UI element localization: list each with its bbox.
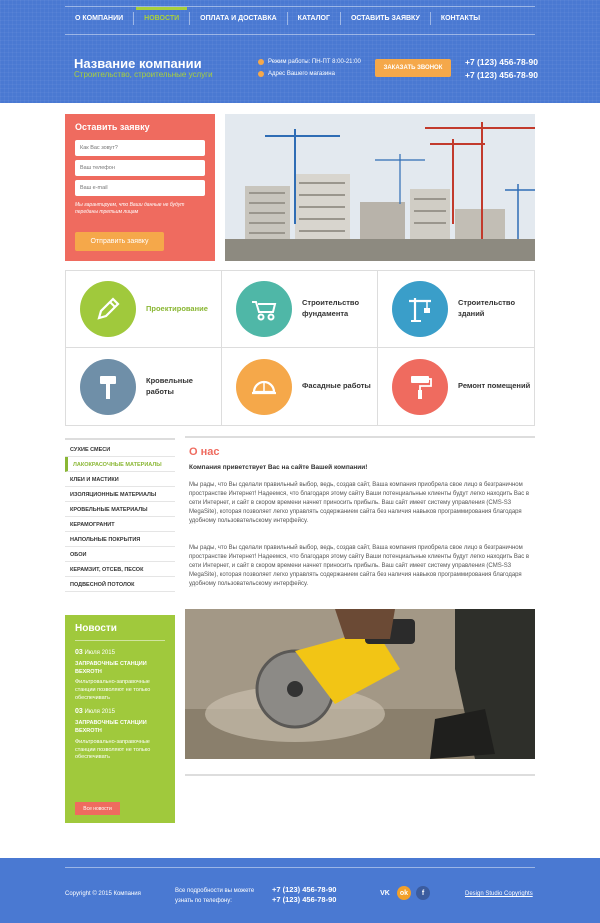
footer-note-line-1: Все подробности вы можете <box>175 888 255 894</box>
nav-request[interactable]: ОСТАВИТЬ ЗАЯВКУ <box>340 12 430 25</box>
odnoklassniki-icon[interactable]: ok <box>397 886 411 900</box>
service-roofing[interactable] <box>66 348 222 425</box>
news-date <box>75 649 165 656</box>
service-foundation-label: Строительство фундамента <box>302 298 360 318</box>
footer <box>0 858 600 923</box>
service-renovation-label: Ремонт помещений <box>458 381 531 391</box>
nav-about[interactable]: О КОМПАНИИ <box>75 15 124 22</box>
shop-address-text: Адрес Вашего магазина <box>268 71 335 77</box>
news-day: 03 <box>75 708 83 716</box>
roller-icon <box>392 359 448 415</box>
news-item-text: Фильтровально-заправочные станции позволяют не только обеспечивать <box>75 738 151 761</box>
nav-catalog[interactable]: КАТАЛОГ <box>287 12 340 25</box>
news-day: 03 <box>75 649 83 656</box>
shop-address <box>258 71 335 77</box>
service-buildings-label: Строительство зданий <box>458 298 516 318</box>
news-month: Июля 2015 <box>84 709 115 716</box>
wheelbarrow-icon <box>236 281 292 337</box>
header-phone-1[interactable]: +7 (123) 456-78-90 <box>465 57 539 67</box>
nav-payment[interactable]: ОПЛАТА И ДОСТАВКА <box>189 12 287 25</box>
nav-news[interactable]: НОВОСТИ <box>133 12 189 25</box>
service-renovation[interactable] <box>378 348 534 425</box>
service-buildings[interactable] <box>378 271 534 348</box>
category-top-divider <box>65 438 175 440</box>
nav-divider <box>65 34 535 35</box>
all-news-button[interactable]: Все новости <box>75 802 120 815</box>
category-item[interactable]: КЛЕИ И МАСТИКИ <box>65 472 175 487</box>
category-item[interactable]: КЕРАМЗИТ, ОТСЕВ, ПЕСОК <box>65 562 175 577</box>
service-design-label: Проектирование <box>146 303 208 313</box>
hammer-icon <box>80 359 136 415</box>
about-top-divider <box>185 436 535 438</box>
copyright: Copyright © 2015 Компания <box>65 891 141 897</box>
service-facade[interactable] <box>222 348 378 425</box>
name-input[interactable] <box>75 140 205 156</box>
location-pin-icon <box>258 71 264 77</box>
category-item[interactable]: КРОВЕЛЬНЫЕ МАТЕРИАЛЫ <box>65 502 175 517</box>
working-hours <box>258 59 361 65</box>
crane-icon <box>392 281 448 337</box>
category-item[interactable]: СУХИЕ СМЕСИ <box>65 442 175 457</box>
clock-icon <box>258 59 264 65</box>
category-item[interactable]: НАПОЛЬНЫЕ ПОКРЫТИЯ <box>65 532 175 547</box>
footer-phone-1[interactable]: +7 (123) 456-78-90 <box>272 885 337 894</box>
footer-note-line-2: узнать по телефону: <box>175 898 232 905</box>
worker-saw-image <box>185 609 535 759</box>
about-lead: Компания приветствует Вас на сайте Вашей компании! <box>189 464 368 471</box>
category-item[interactable]: КЕРАМОГРАНИТ <box>65 517 175 532</box>
hero-construction-image <box>225 114 535 261</box>
news-date <box>75 708 165 715</box>
nav-contacts[interactable]: КОНТАКТЫ <box>430 12 490 25</box>
news-item-title[interactable]: ЗАПРАВОЧНЫЕ СТАНЦИИ BEXROTH <box>75 720 147 735</box>
request-form <box>65 114 215 261</box>
main-nav <box>65 12 535 25</box>
company-name[interactable]: Название компании <box>74 56 202 71</box>
about-bottom-divider <box>185 774 535 776</box>
about-paragraph-1: Мы рады, что Вы сделали правильный выбор, ведь, создав сайт, Ваша компания приобрела свое лицо в безграничном пространстве Интернет! Надеемся, что благодаря этому сайту Ваши потенциальные клиенты будут легко находить Вас в сети Интернет, и сайт в скором времени начнет приносить прибыль. Ваш сайт имеет систему управления (CMS-S3 MegaSite), которая позволяет легко управлять содержанием сайта без наличия навыков программирования благодаря удобному пользовательскому интерфейсу. <box>189 482 530 524</box>
service-facade-label: Фасадные работы <box>302 381 371 391</box>
news-block <box>65 615 175 823</box>
order-call-button[interactable]: ЗАКАЗАТЬ ЗВОНОК <box>375 59 451 77</box>
news-item-text: Фильтровально-заправочные станции позволяют не только обеспечивать <box>75 679 151 701</box>
category-list <box>65 438 175 592</box>
service-foundation[interactable] <box>222 271 378 348</box>
facebook-icon[interactable]: f <box>416 886 430 900</box>
pencil-icon <box>80 281 136 337</box>
design-studio-link[interactable]: Design Studio Copyrights <box>465 891 533 897</box>
phone-input[interactable] <box>75 160 205 176</box>
category-item[interactable]: ПОДВЕСНОЙ ПОТОЛОК <box>65 577 175 592</box>
helmet-icon <box>236 359 292 415</box>
submit-request-button[interactable]: Отправить заявку <box>75 232 164 251</box>
header <box>0 0 600 103</box>
footer-divider <box>65 867 535 868</box>
service-roofing-label: Кровельные работы <box>146 375 193 396</box>
category-item[interactable]: ОБОИ <box>65 547 175 562</box>
news-title: Новости <box>75 623 165 641</box>
vk-icon[interactable]: VK <box>380 889 390 897</box>
services-grid <box>65 270 535 426</box>
privacy-note: Мы гарантируем, что Ваши данные не будут переданы третьим лицам <box>75 202 185 215</box>
email-input[interactable] <box>75 180 205 196</box>
header-phone-2[interactable]: +7 (123) 456-78-90 <box>465 70 539 80</box>
category-item[interactable]: ИЗОЛЯЦИОННЫЕ МАТЕРИАЛЫ <box>65 487 175 502</box>
footer-phone-2[interactable]: +7 (123) 456-78-90 <box>272 895 337 904</box>
news-item-title[interactable]: ЗАПРАВОЧНЫЕ СТАНЦИИ BEXROTH <box>75 661 147 675</box>
news-month: Июля 2015 <box>84 650 115 656</box>
working-hours-text: Режим работы: ПН-ПТ 8:00-21:00 <box>268 59 361 65</box>
service-design[interactable] <box>66 271 222 348</box>
about-paragraph-2: Мы рады, что Вы сделали правильный выбор, ведь, создав сайт, Ваша компания приобрела свое лицо в безграничном пространстве Интернет! Надеемся, что благодаря этому сайту Ваши потенциальные клиенты будут легко находить Вас в сети Интернет, и сайт в скором времени начнет приносить прибыль. Ваш сайт имеет систему управления (CMS-S3 MegaSite), которая позволяет легко управлять содержанием сайта без наличия навыков программирования благодаря удобному пользовательскому интерфейсу. <box>189 545 530 587</box>
request-form-title: Оставить заявку <box>75 122 150 132</box>
company-tagline: Строительство, строительные услуги <box>74 70 213 79</box>
about-title: О нас <box>189 446 220 458</box>
footer-contact-note <box>175 886 254 906</box>
category-item-active[interactable]: ЛАКОКРАСОЧНЫЕ МАТЕРИАЛЫ <box>65 457 175 472</box>
